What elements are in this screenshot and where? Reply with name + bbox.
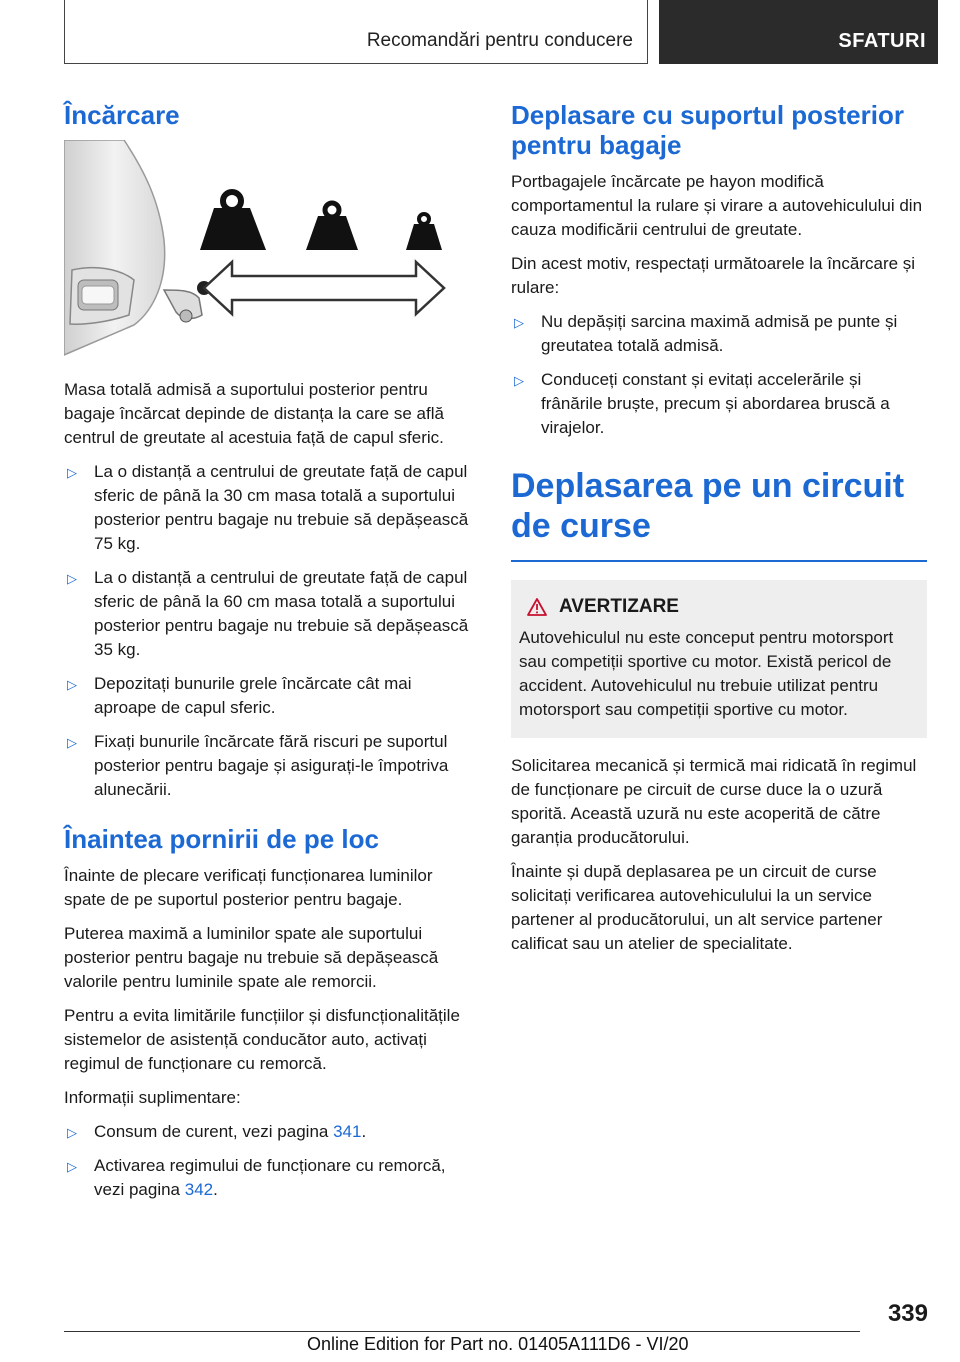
weight-large-icon xyxy=(200,192,266,250)
triangle-bullet-icon: ▷ xyxy=(514,315,524,330)
list-item: ▷ Nu depășiți sarcina maximă admisă pe punte și greutatea totală admisă. xyxy=(514,312,898,355)
list-item: ▷ La o distanță a centrului de greutate față de capul sferic de până la 30 cm masa totală a suportului posterior pentru bagaje nu trebuie să depășească 75 kg. xyxy=(67,462,469,553)
list-item: ▷ Consum de curent, vezi pagina 341. xyxy=(64,1120,478,1144)
list-item: ▷ Depozitați bunurile grele încărcate cât mai aproape de capul sferic. xyxy=(67,674,412,717)
footer-edition: Online Edition for Part no. 01405A111D6 - VI/20 xyxy=(307,1334,689,1354)
race-paragraph-1: Solicitarea mecanică și termică mai ridicată în regimul de funcționare pe circuit de curse duce la o uzură sporită. Această uzură nu este acoperită de către garanția producătorului. xyxy=(511,755,917,847)
header-chapter-tab xyxy=(64,0,648,64)
warning-triangle-icon xyxy=(527,598,547,616)
triangle-bullet-icon: ▷ xyxy=(514,373,524,388)
driving-paragraph-2: Din acest motiv, respectați următoarele la încărcare și rulare: xyxy=(511,254,916,297)
more-info-list xyxy=(64,1120,478,1202)
race-paragraph-2: Înainte și după deplasarea pe un circuit de curse solicitați verificarea autovehiculului la un service partener al producătorului, un alt service partener calificat sau un atelier de specialitate. xyxy=(511,861,883,953)
loading-intro-text: Masa totală admisă a suportului posterior pentru bagaje încărcat depinde de distanța la care se află centrul de greutate al acestuia față de capul sferic. xyxy=(64,380,444,447)
section-title-loading: Încărcare xyxy=(64,100,180,130)
list-item: ▷ Fixați bunurile încărcate fără riscuri pe suportul posterior pentru bagaje și asigurați-le împotriva alunecării. xyxy=(67,732,449,799)
driving-paragraph-1: Portbagajele încărcate pe hayon modifică comportamentul la rulare și virare a autovehiculului din cauza modificării centrului de greutate. xyxy=(511,172,923,239)
header-chapter-title: Recomandări pentru conducere xyxy=(366,30,633,51)
triangle-bullet-icon: ▷ xyxy=(67,735,77,750)
warning-label: AVERTIZARE xyxy=(559,595,679,617)
before-start-paragraph-1: Înainte de plecare verificați funcționarea luminilor spate de pe suportul posterior pentru bagaje. xyxy=(64,866,433,909)
trailer-hitch-weights-illustration xyxy=(64,140,478,360)
page-number: 339 xyxy=(887,1300,928,1327)
list-item: ▷ La o distanță a centrului de greutate față de capul sferic de până la 60 cm masa totală a suportului posterior pentru bagaje nu trebuie să depășească 35 kg. xyxy=(67,568,469,659)
before-start-paragraph-2: Puterea maximă a luminilor spate ale suportului posterior pentru bagaje nu trebuie să depășească valorile pentru luminile spate ale remorcii. xyxy=(64,924,439,991)
triangle-bullet-icon: ▷ xyxy=(67,465,77,480)
triangle-bullet-icon: ▷ xyxy=(67,1159,77,1174)
more-info-label: Informații suplimentare: xyxy=(64,1088,241,1107)
before-start-paragraph-3: Pentru a evita limitările funcțiilor și disfuncționalitățile sistemelor de asistență conducător auto, activați regimul de funcționare cu remorcă. xyxy=(64,1006,460,1073)
list-item: ▷ Activarea regimului de funcționare cu remorcă, vezi pagina 342. xyxy=(67,1156,446,1199)
left-column xyxy=(64,100,478,1212)
page-link-341[interactable]: 341 xyxy=(333,1122,362,1141)
triangle-bullet-icon: ▷ xyxy=(67,1125,77,1140)
footer-divider xyxy=(64,1331,860,1332)
title-divider xyxy=(511,560,927,562)
triangle-bullet-icon: ▷ xyxy=(67,677,77,692)
triangle-bullet-icon: ▷ xyxy=(67,571,77,586)
warning-text: Autovehiculul nu este conceput pentru motorsport sau competiții sportive cu motor. Există pericol de accident. Autovehiculul nu trebuie utilizat pentru motorsport sau competiții sportive cu motor. xyxy=(519,627,894,719)
section-title-before-start: Înaintea pornirii de pe loc xyxy=(64,824,379,854)
warning-header xyxy=(519,596,917,618)
page-link-342[interactable]: 342 xyxy=(184,1180,214,1199)
header-section-tab xyxy=(659,0,938,64)
warning-box xyxy=(511,580,927,738)
header-section-title: SFATURI xyxy=(838,30,926,52)
section-title-driving: Deplasare cu suportul posterior pentru bagaje xyxy=(511,100,904,160)
right-column xyxy=(511,100,927,966)
loading-bullet-list xyxy=(64,460,478,802)
weight-small-icon xyxy=(406,214,442,250)
list-item: ▷ Conduceți constant și evitați accelerările și frânările bruște, precum și abordarea bruscă a virajelor. xyxy=(514,370,890,437)
chapter-title-race-track: Deplasarea pe un circuit de curse xyxy=(511,467,905,545)
weight-medium-icon xyxy=(306,203,358,250)
driving-bullet-list xyxy=(511,310,927,440)
